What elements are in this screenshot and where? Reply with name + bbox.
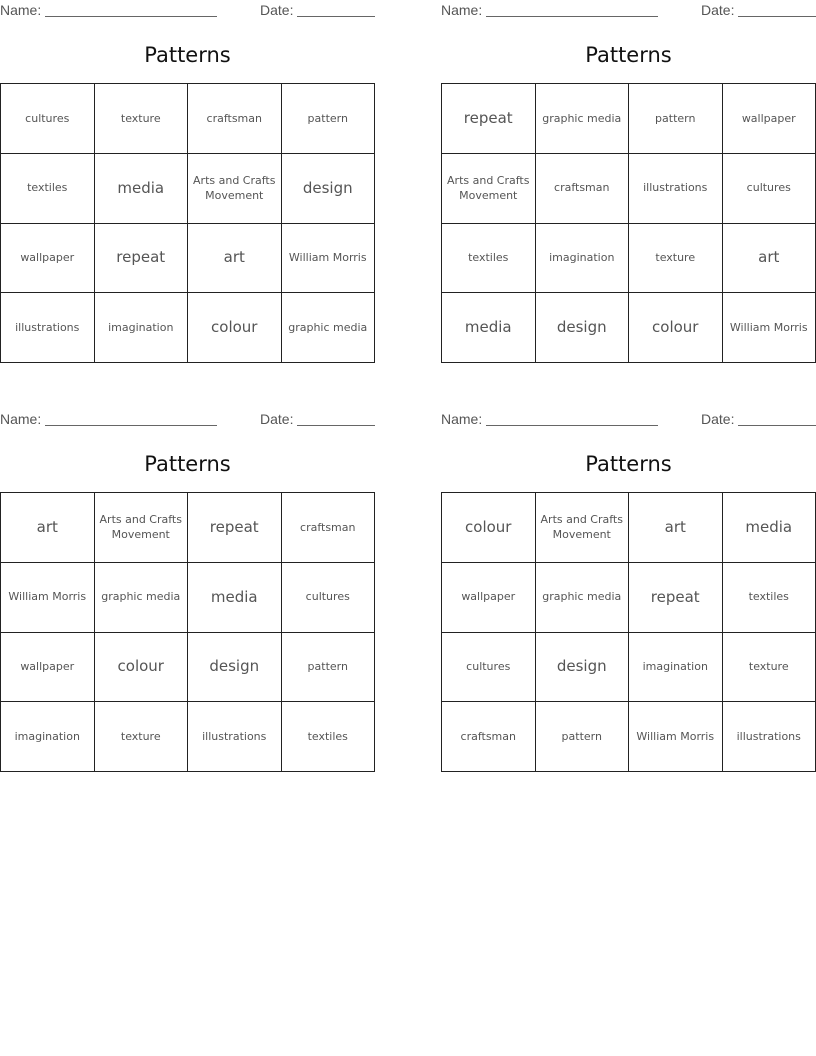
bingo-card — [0, 409, 375, 743]
bingo-cell: William Morris — [723, 293, 816, 363]
bingo-cell: textiles — [723, 563, 816, 633]
bingo-cell: repeat — [95, 224, 189, 294]
bingo-cell: pattern — [282, 633, 376, 703]
bingo-cell: cultures — [1, 84, 95, 154]
bingo-cell: wallpaper — [1, 224, 95, 294]
bingo-cell: Arts and Crafts Movement — [536, 493, 630, 563]
date-label: Date: — [701, 411, 735, 427]
bingo-cell: illustrations — [629, 154, 723, 224]
bingo-cell: Arts and Crafts Movement — [95, 493, 189, 563]
bingo-cell: cultures — [442, 633, 536, 703]
bingo-cell: textiles — [442, 224, 536, 294]
bingo-cell: imagination — [95, 293, 189, 363]
bingo-cell: repeat — [188, 493, 282, 563]
bingo-cell: design — [536, 633, 630, 703]
bingo-cell: William Morris — [1, 563, 95, 633]
bingo-cell: illustrations — [188, 702, 282, 772]
bingo-cell: graphic media — [536, 84, 630, 154]
bingo-cell: media — [442, 293, 536, 363]
card-title: Patterns — [585, 43, 672, 67]
bingo-cell: texture — [95, 702, 189, 772]
card-title: Patterns — [144, 43, 231, 67]
bingo-cell: repeat — [442, 84, 536, 154]
bingo-cell: craftsman — [536, 154, 630, 224]
bingo-cell: wallpaper — [723, 84, 816, 154]
bingo-cell: texture — [723, 633, 816, 703]
bingo-cell: imagination — [536, 224, 630, 294]
bingo-cell: illustrations — [1, 293, 95, 363]
name-label: Name: — [441, 2, 483, 18]
bingo-cell: design — [536, 293, 630, 363]
bingo-grid — [0, 492, 375, 772]
name-label: Name: — [441, 411, 483, 427]
bingo-cell: texture — [95, 84, 189, 154]
bingo-cell: wallpaper — [1, 633, 95, 703]
bingo-cell: graphic media — [536, 563, 630, 633]
bingo-cell: graphic media — [282, 293, 376, 363]
date-blank-line — [297, 16, 375, 17]
bingo-cell: wallpaper — [442, 563, 536, 633]
date-label: Date: — [260, 2, 294, 18]
bingo-cell: art — [629, 493, 723, 563]
bingo-cell: cultures — [723, 154, 816, 224]
name-date-row — [441, 409, 816, 429]
bingo-card — [441, 409, 816, 743]
bingo-cell: media — [723, 493, 816, 563]
card-title: Patterns — [585, 452, 672, 476]
bingo-cell: craftsman — [188, 84, 282, 154]
name-date-row — [0, 409, 375, 429]
bingo-cell: media — [95, 154, 189, 224]
name-blank-line — [486, 425, 658, 426]
bingo-cell: William Morris — [629, 702, 723, 772]
bingo-cell: illustrations — [723, 702, 816, 772]
bingo-cell: colour — [629, 293, 723, 363]
bingo-cell: media — [188, 563, 282, 633]
bingo-grid — [441, 83, 816, 363]
name-blank-line — [45, 16, 217, 17]
bingo-grid — [441, 492, 816, 772]
bingo-cell: colour — [442, 493, 536, 563]
bingo-card — [441, 0, 816, 337]
bingo-grid — [0, 83, 375, 363]
bingo-cell: William Morris — [282, 224, 376, 294]
date-blank-line — [738, 425, 816, 426]
name-blank-line — [486, 16, 658, 17]
name-label: Name: — [0, 2, 42, 18]
bingo-cell: craftsman — [282, 493, 376, 563]
bingo-cell: graphic media — [95, 563, 189, 633]
bingo-cell: art — [188, 224, 282, 294]
bingo-cell: imagination — [629, 633, 723, 703]
name-blank-line — [45, 425, 217, 426]
bingo-cell: texture — [629, 224, 723, 294]
bingo-cell: design — [282, 154, 376, 224]
bingo-cell: craftsman — [442, 702, 536, 772]
date-label: Date: — [260, 411, 294, 427]
bingo-cell: colour — [95, 633, 189, 703]
name-date-row — [441, 0, 816, 20]
date-blank-line — [297, 425, 375, 426]
bingo-cell: art — [1, 493, 95, 563]
bingo-cell: pattern — [629, 84, 723, 154]
bingo-cell: Arts and Crafts Movement — [188, 154, 282, 224]
bingo-cell: art — [723, 224, 816, 294]
bingo-card — [0, 0, 375, 337]
bingo-cell: cultures — [282, 563, 376, 633]
bingo-cell: pattern — [536, 702, 630, 772]
date-blank-line — [738, 16, 816, 17]
card-title: Patterns — [144, 452, 231, 476]
bingo-cell: repeat — [629, 563, 723, 633]
bingo-cell: design — [188, 633, 282, 703]
name-date-row — [0, 0, 375, 20]
name-label: Name: — [0, 411, 42, 427]
bingo-cell: Arts and Crafts Movement — [442, 154, 536, 224]
bingo-cell: colour — [188, 293, 282, 363]
bingo-cell: pattern — [282, 84, 376, 154]
bingo-cell: textiles — [1, 154, 95, 224]
date-label: Date: — [701, 2, 735, 18]
bingo-cell: imagination — [1, 702, 95, 772]
bingo-cell: textiles — [282, 702, 376, 772]
